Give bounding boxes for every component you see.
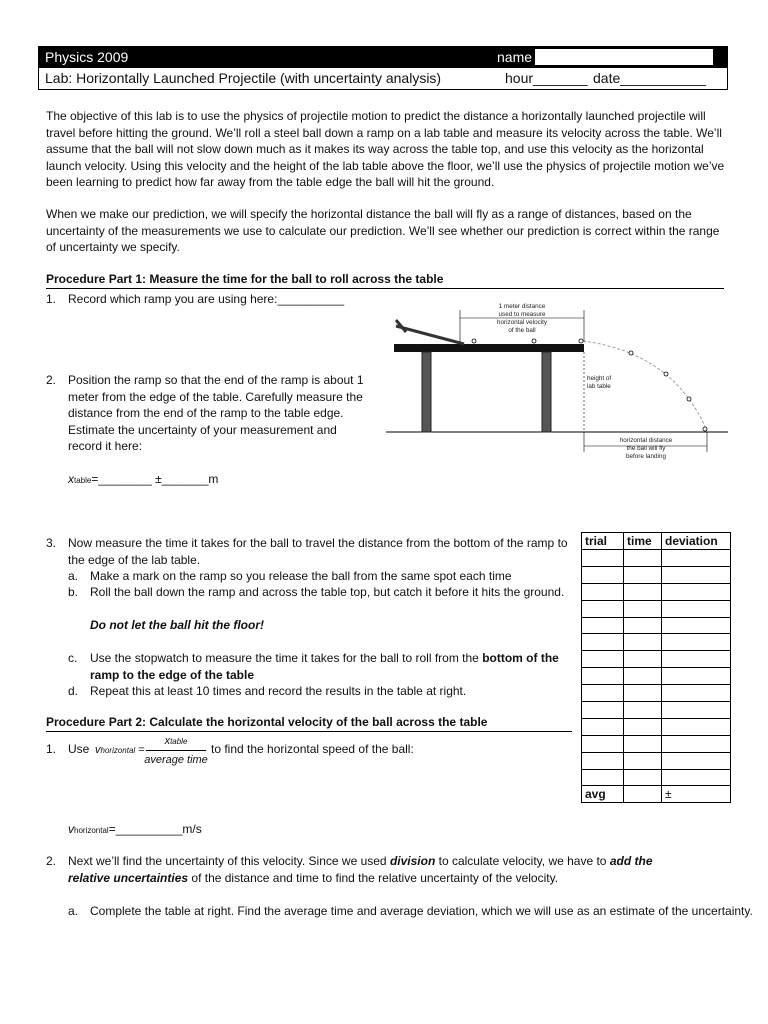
- step-number: 1.: [46, 292, 57, 306]
- fraction-bar: [146, 750, 206, 751]
- table-row: [582, 651, 731, 668]
- avg-label: avg: [582, 786, 624, 803]
- landing-label-line: horizontal distance: [619, 437, 673, 444]
- table-header-row: [582, 533, 731, 550]
- distance-label-line: used to measure: [498, 311, 546, 318]
- table-row: [582, 617, 731, 634]
- table-row: [582, 752, 731, 769]
- height-label-line: height of: [587, 375, 612, 382]
- table-leg-right: [542, 352, 551, 432]
- header-deviation: deviation: [662, 533, 731, 550]
- formula-rest: to find the horizontal speed of the ball:: [211, 742, 414, 756]
- ball-in-flight: [687, 397, 691, 401]
- table-row: [582, 668, 731, 685]
- table-row: [582, 583, 731, 600]
- ball-in-flight: [629, 351, 633, 355]
- table-row: [582, 718, 731, 735]
- ball-landing: [703, 427, 707, 431]
- lab-title: Lab: Horizontally Launched Projectile (with uncertainty analysis): [45, 70, 442, 86]
- avg-pm[interactable]: ±: [662, 786, 731, 803]
- table-leg-left: [422, 352, 431, 432]
- ball-in-flight: [664, 372, 668, 376]
- table-row: [582, 566, 731, 583]
- course-title: Physics 2009: [45, 49, 129, 65]
- date-field[interactable]: date___________: [593, 70, 706, 86]
- table-row: [582, 702, 731, 719]
- ramp: [396, 326, 464, 344]
- table-row: [582, 550, 731, 567]
- formula-numerator: xtable: [164, 735, 188, 747]
- table-row: [582, 634, 731, 651]
- ball-on-table: [472, 339, 476, 343]
- name-label: name: [497, 49, 533, 65]
- velocity-formula-lhs: vhorizontal =: [95, 744, 145, 756]
- tabletop: [394, 344, 584, 352]
- part2-rule: [46, 731, 572, 732]
- table-avg-row: [582, 786, 731, 803]
- formula-denominator: average time: [144, 754, 208, 766]
- distance-label-line: of the ball: [508, 327, 536, 334]
- height-label-line: lab table: [587, 383, 611, 390]
- step-text: Position the ramp so that the end of the ramp is about 1 meter from the edge of the table. Carefully measure the distance from the end of the ramp to the table edge. Estimate the uncertainty of your measurement and record it here:: [68, 373, 364, 453]
- step-number: 3.: [46, 536, 57, 550]
- intro-prediction: When we make our prediction, we will specify the horizontal distance the ball will fly as a range of distances, based on the uncertainty of the measurements we use to calculate our prediction. We’ll see whether our prediction is correct within the range of uncertainty we specify.: [46, 207, 720, 254]
- table-row: [582, 769, 731, 786]
- distance-label-line: 1 meter distance: [498, 303, 546, 310]
- part1-heading: Procedure Part 1: Measure the time for the ball to roll across the table: [46, 272, 444, 286]
- header-trial: trial: [582, 533, 624, 550]
- header-row-title: [39, 47, 727, 68]
- part1-rule: [46, 288, 724, 289]
- ball-on-table: [532, 339, 536, 343]
- xtable-entry[interactable]: xtable=________ ±_______m: [68, 472, 219, 486]
- hour-field[interactable]: hour_______: [505, 70, 588, 86]
- intro-objective: The objective of this lab is to use the physics of projectile motion to predict the distance a horizontally launched projectile will travel before hitting the ground. We’ll roll a steel ball down a ramp on a lab table and measure its velocity across the table. We’ll assume that the ball will not slow down much as it makes its way across the table top, and use this velocity as the horizontal launch velocity. Using this velocity and the height of the lab table above the floor, we’ll use the physics of projectile motion we’ve been learning to predict how far away from the table edge the ball will hit the ground.: [46, 109, 725, 189]
- landing-label-line: the ball will fly: [626, 445, 666, 452]
- trial-data-table: [581, 532, 731, 803]
- vhorizontal-entry[interactable]: vhorizontal=__________m/s: [68, 822, 202, 836]
- landing-label-line: before landing: [626, 453, 666, 460]
- name-field[interactable]: [535, 49, 713, 66]
- table-row: [582, 600, 731, 617]
- step-number: 2.: [46, 373, 57, 387]
- step-text: Record which ramp you are using here:__________: [68, 292, 345, 306]
- projectile-diagram: [384, 298, 728, 466]
- worksheet-header: [38, 46, 728, 90]
- ball-at-edge: [579, 339, 583, 343]
- part2-heading: Procedure Part 2: Calculate the horizontal velocity of the ball across the table: [46, 715, 488, 729]
- step-text: Now measure the time it takes for the ball to travel the distance from the bottom of the ramp to the edge of the lab table.: [68, 536, 568, 567]
- header-time: time: [624, 533, 662, 550]
- header-row-lab: [39, 68, 727, 89]
- table-row: [582, 685, 731, 702]
- floor-warning: Do not let the ball hit the floor!: [90, 618, 264, 632]
- table-row: [582, 735, 731, 752]
- distance-label-line: horizontal velocity: [496, 319, 548, 326]
